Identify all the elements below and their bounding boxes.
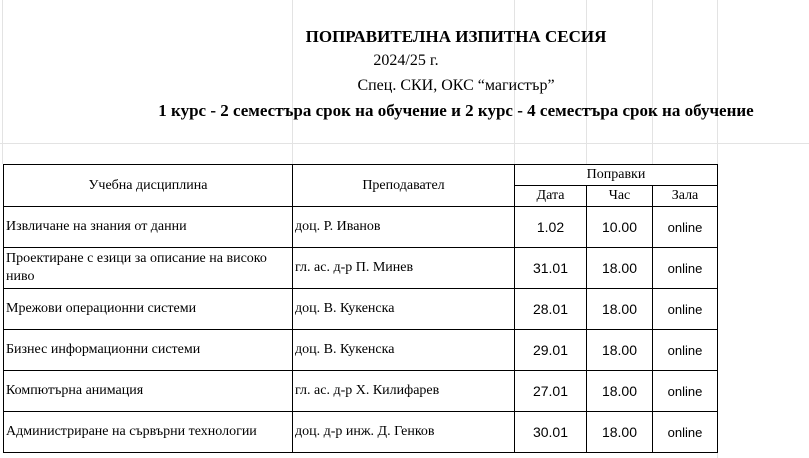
- date-cell[interactable]: 28.01: [515, 289, 587, 330]
- date-cell[interactable]: 29.01: [515, 330, 587, 371]
- table-row: [4, 289, 718, 330]
- teacher-cell[interactable]: [293, 371, 515, 412]
- discipline-cell[interactable]: [4, 412, 293, 453]
- room-cell[interactable]: online: [653, 248, 718, 289]
- room-cell[interactable]: online: [653, 289, 718, 330]
- column-header-discipline-label: Учебна дисциплина: [88, 177, 208, 193]
- column-header-discipline[interactable]: [4, 165, 293, 207]
- teacher-text: доц. В. Кукенска: [295, 342, 395, 357]
- hour-cell[interactable]: 18.00: [587, 289, 653, 330]
- teacher-cell[interactable]: [293, 412, 515, 453]
- discipline-cell[interactable]: [4, 207, 293, 248]
- column-header-room[interactable]: [653, 186, 718, 207]
- exam-schedule-table: [3, 164, 718, 453]
- room-cell[interactable]: online: [653, 330, 718, 371]
- room-cell[interactable]: online: [653, 412, 718, 453]
- column-header-teacher-label: Преподавател: [362, 177, 445, 193]
- column-group-header-label: Поправки: [586, 167, 646, 182]
- teacher-text: гл. ас. д-р Х. Килифарев: [295, 383, 440, 398]
- discipline-cell[interactable]: [4, 248, 293, 289]
- discipline-text: Мрежови операционни системи: [6, 301, 197, 316]
- discipline-text: Компютърна анимация: [6, 383, 144, 398]
- column-header-teacher[interactable]: [293, 165, 515, 207]
- room-cell[interactable]: online: [653, 371, 718, 412]
- discipline-cell[interactable]: [4, 289, 293, 330]
- discipline-text: Бизнес информационни системи: [6, 342, 201, 357]
- column-header-date-label: Дата: [536, 188, 565, 203]
- discipline-text: Проектиране с езици за описание на високо ниво: [6, 251, 267, 284]
- date-cell[interactable]: 1.02: [515, 207, 587, 248]
- teacher-text: доц. Р. Иванов: [295, 219, 381, 234]
- table-row: [4, 371, 718, 412]
- column-group-header[interactable]: [515, 165, 718, 186]
- teacher-cell[interactable]: [293, 207, 515, 248]
- academic-year: 2024/25 г.: [373, 52, 439, 69]
- table-row: [4, 330, 718, 371]
- table-row: [4, 248, 718, 289]
- column-header-hour-label: Час: [608, 188, 631, 203]
- grid-line: [0, 143, 809, 144]
- teacher-text: доц. В. Кукенска: [295, 301, 395, 316]
- hour-cell[interactable]: 18.00: [587, 248, 653, 289]
- table-row: [4, 412, 718, 453]
- table-row: [4, 207, 718, 248]
- discipline-cell[interactable]: [4, 330, 293, 371]
- page-title: ПОПРАВИТЕЛНА ИЗПИТНА СЕСИЯ: [305, 27, 607, 46]
- date-cell[interactable]: 30.01: [515, 412, 587, 453]
- teacher-cell[interactable]: [293, 248, 515, 289]
- discipline-cell[interactable]: [4, 371, 293, 412]
- date-cell[interactable]: 31.01: [515, 248, 587, 289]
- column-header-room-label: Зала: [671, 188, 699, 203]
- course-label: 1 курс - 2 семестъра срок на обучение и 2 курс - 4 семестъра срок на обучение: [158, 101, 754, 120]
- discipline-text: Извличане на знания от данни: [6, 219, 187, 234]
- room-cell[interactable]: online: [653, 207, 718, 248]
- hour-cell[interactable]: 18.00: [587, 412, 653, 453]
- hour-cell[interactable]: 18.00: [587, 330, 653, 371]
- specialty-label: Спец. СКИ, ОКС “магистър”: [357, 77, 555, 94]
- teacher-cell[interactable]: [293, 289, 515, 330]
- discipline-text: Администриране на сървърни технологии: [6, 424, 257, 439]
- table-header-row: [4, 165, 718, 186]
- teacher-text: доц. д-р инж. Д. Генков: [295, 424, 435, 439]
- teacher-text: гл. ас. д-р П. Минев: [295, 260, 414, 275]
- date-cell[interactable]: 27.01: [515, 371, 587, 412]
- hour-cell[interactable]: 18.00: [587, 371, 653, 412]
- column-header-date[interactable]: [515, 186, 587, 207]
- teacher-cell[interactable]: [293, 330, 515, 371]
- hour-cell[interactable]: 10.00: [587, 207, 653, 248]
- column-header-hour[interactable]: [587, 186, 653, 207]
